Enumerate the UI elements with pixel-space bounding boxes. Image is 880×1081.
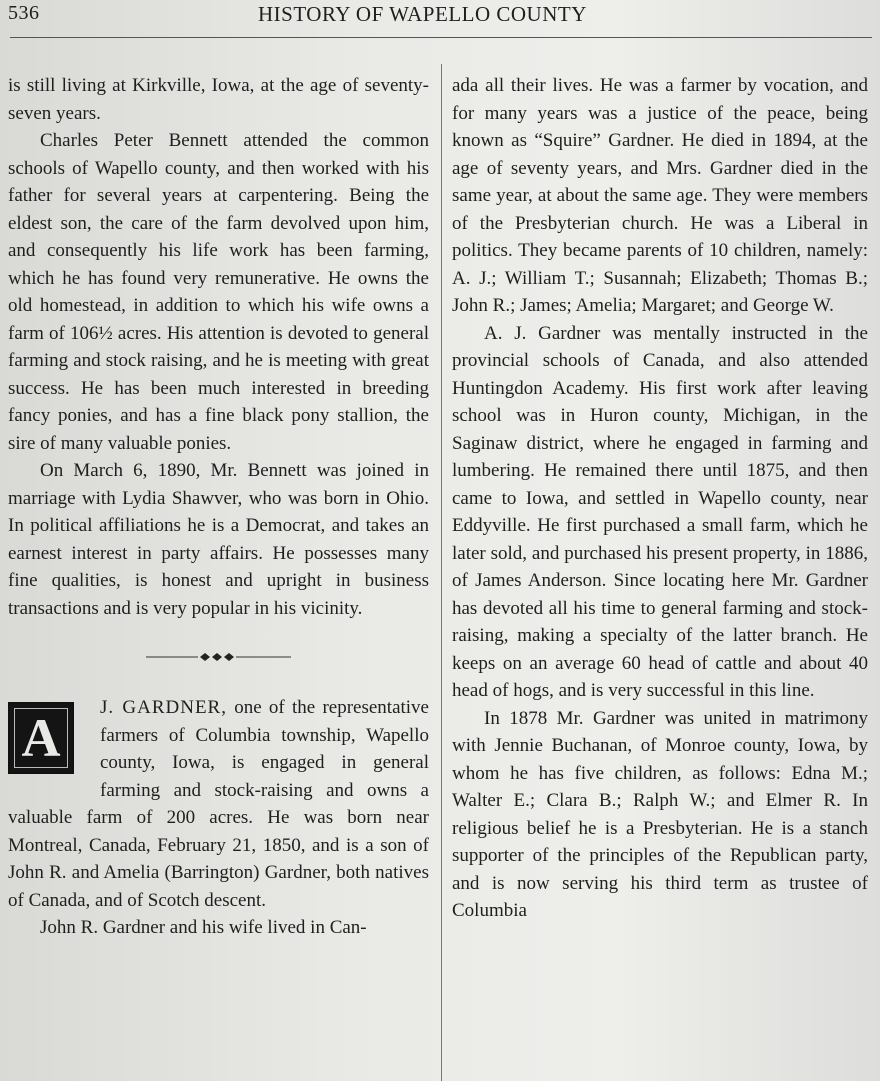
page-header — [0, 0, 880, 40]
paragraph: is still living at Kirkville, Iowa, at the age of seventy-seven years. — [8, 75, 429, 124]
running-title: HISTORY OF WAPELLO COUNTY — [258, 2, 587, 26]
drop-cap-letter: A — [21, 708, 61, 768]
paragraph: In 1878 Mr. Gardner was united in matrimony with Jennie Buchanan, of Monroe county, Iowa, by whom he has five children, as follows: Edna M.; Walter E.; Clara B.; Ralph W.; and Elmer R. In religious belief he is a Presbyterian. He is a stanch supporter of the principles of the Republican party, and is now serving his third term as trustee of Columbia — [452, 707, 868, 921]
header-rule — [10, 37, 872, 38]
paragraph: Charles Peter Bennett attended the common schools of Wapello county, and then worked with his father for several years at carpentering. Being the eldest son, the care of the farm devolved upon him, and consequently his life work has been farming, which he has found very remunerative. He owns the old homestead, in addition to which his wife owns a farm of 106½ acres. His attention is devoted to general farming and stock raising, and he is meeting with great success. He has been much interested in breeding fancy ponies, and has a fine black pony stallion, the sire of many valuable ponies. — [8, 130, 429, 454]
paragraph: ada all their lives. He was a farmer by vocation, and for many years was a justice of the peace, being known as “Squire” Gardner. He died in 1894, at the age of seventy years, and Mrs. Gardner died in the same year, at about the same age. They were members of the Presbyterian church. He was a Liberal in politics. They became parents of 10 children, namely: A. J.; William T.; Susannah; Elizabeth; Thomas B.; John R.; James; Amelia; Margaret; and George W. — [452, 75, 868, 316]
right-column — [452, 72, 868, 925]
article-lead-in: J. GARDNER, — [100, 697, 227, 718]
drop-cap-initial — [8, 702, 74, 774]
section-divider-ornament — [146, 648, 291, 666]
page-number: 536 — [8, 2, 40, 24]
paragraph: A. J. Gardner was mentally instructed in the provincial schools of Canada, and also attended Huntingdon Academy. His first work after leaving school was in Huron county, Michigan, in the Saginaw district, where he engaged in farming and lumbering. He remained there until 1875, and then came to Iowa, and settled in Wapello county, near Eddyville. He first purchased a small farm, which he later sold, and purchased his present property, in 1886, of James Anderson. Since locating here Mr. Gardner has devoted all his time to general farming and stock-raising, making a specialty of the latter branch. He keeps on an average 60 head of cattle and about 40 head of hogs, and is very successful in this line. — [452, 322, 868, 701]
paragraph: John R. Gardner and his wife lived in Can- — [40, 917, 367, 938]
left-column — [8, 72, 429, 942]
paragraph: On March 6, 1890, Mr. Bennett was joined in marriage with Lydia Shawver, who was born in Ohio. In political affiliations he is a Democrat, and takes an earnest interest in party affairs. He possesses many fine qualities, is honest and upright in business transactions and is very popular in his vicinity. — [8, 460, 429, 619]
article-first-paragraph-text: one of the representative farmers of Columbia township, Wapello county, Iowa, is engaged in general farming and stock-raising and owns a valuable farm of 200 acres. He was born near Montreal, Canada, February 21, 1850, and is a son of John R. and Amelia (Barrington) Gardner, both natives of Canada, and of Scotch descent. — [8, 697, 429, 911]
gardner-article — [8, 694, 429, 942]
column-divider — [441, 64, 442, 1081]
